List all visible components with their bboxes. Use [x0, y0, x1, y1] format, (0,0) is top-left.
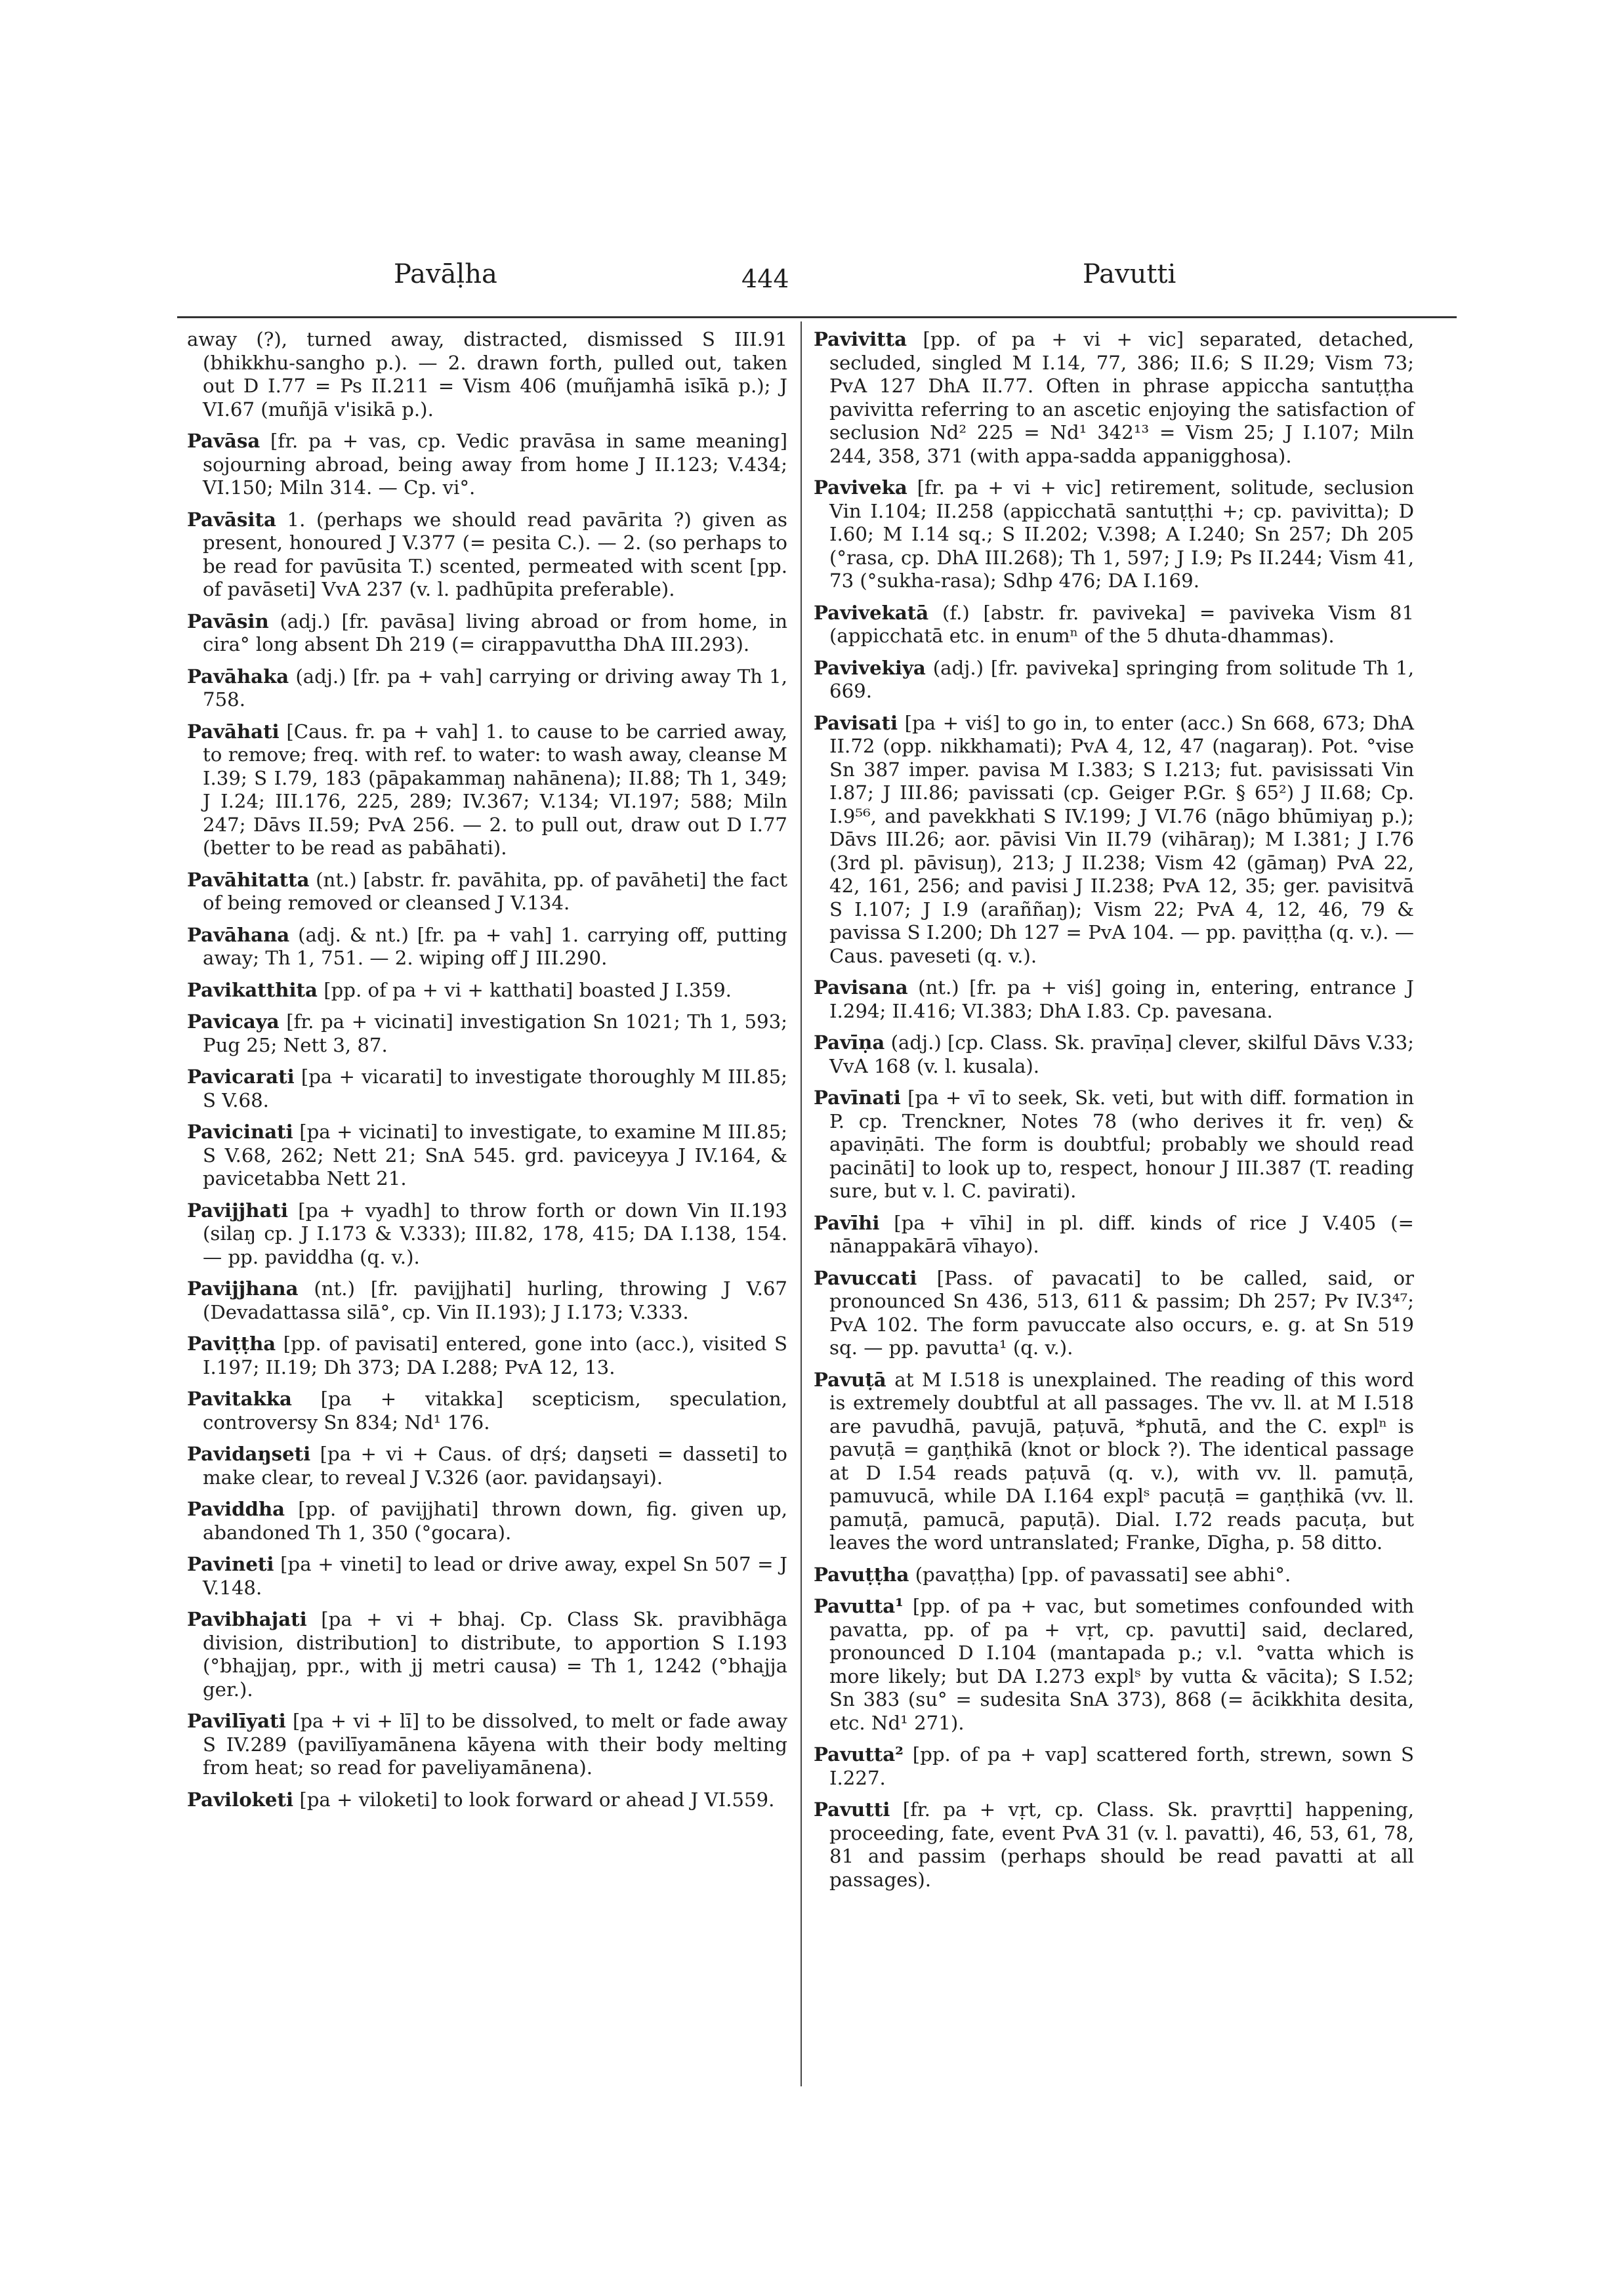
- dictionary-entry: [187, 979, 787, 1003]
- left-guide-word: Pavāḷha: [394, 259, 497, 289]
- entry-definition: [Caus. fr. pa + vah] 1. to cause to be carried away, to remove; freq. with ref. to water: to wash away, cleanse M I.39; S I.79, 183 (pāpakammaŋ nahānena); II.88; Th 1, 349; J I.24; III.176, 225, 289; IV.367; V.134; VI.197; 588; Miln 247; Dāvs II.59; PvA 256. — 2. to pull out, draw out D I.77 (better to be read as pabāhati).: [203, 720, 788, 859]
- entry-definition: [pp. of pa + vac, but sometimes confounded with pavatta, pp. of pa + vṛt, cp. pavutti] said, declared, pronounced D I.104 (mantapada p.; v.l. °vatta which is more likely; but DA I.273 explˢ by vutta & vācita); S I.52; Sn 383 (su° = sudesita SnA 373), 868 (= ācikkhita desita, etc. Nd¹ 271).: [829, 1595, 1415, 1734]
- entry-definition: [pp. of pavijjhati] thrown down, fig. given up, abandoned Th 1, 350 (°gocara).: [203, 1498, 787, 1544]
- entry-headword: Pavilīyati: [187, 1710, 286, 1732]
- entry-definition: [pp. of pa + vi + katthati] boasted J I.359.: [323, 978, 732, 1001]
- dictionary-entry: [814, 1798, 1414, 1892]
- right-column: [814, 328, 1414, 1900]
- entry-headword: Pavāhati: [187, 720, 280, 743]
- dictionary-entry: [187, 1498, 787, 1544]
- entry-headword: Paviveka: [814, 476, 907, 499]
- dictionary-entry: [187, 869, 787, 915]
- entry-headword: Pavivekiya: [814, 656, 926, 679]
- entry-definition: at M I.518 is unexplained. The reading of this word is extremely doubtful at all passages. The vv. ll. at M I.518 are pavudhā, pavujā, paṭuvā, *phutā, and the C. explⁿ is pavuṭā = gaṇṭhikā (knot or block ?). The identical passage at D I.54 reads paṭuvā (q. v.), with vv. ll. pamuṭā, pamuvucā, while DA I.164 explˢ pacuṭā = gaṇṭhikā (vv. ll. pamuṭā, pamucā, papuṭā). Dial. I.72 reads pacuṭa, but leaves the word untranslated; Franke, Dīgha, p. 58 ditto.: [829, 1368, 1415, 1554]
- dictionary-entry: [187, 328, 787, 421]
- entry-definition: [pa + vi + bhaj. Cp. Class Sk. pravibhāga division, distribution] to distribute, to apportion S I.193 (°bhajjaŋ, ppr., with jj metri causa) = Th 1, 1242 (°bhajja ger.).: [203, 1608, 787, 1701]
- entry-definition: [fr. pa + vas, cp. Vedic pravāsa in same meaning] sojourning abroad, being away from home J II.123; V.434; VI.150; Miln 314. — Cp. vi°.: [203, 430, 787, 499]
- dictionary-entry: [814, 328, 1414, 468]
- entry-headword: Pavuṭā: [814, 1368, 886, 1391]
- entry-definition: 1. (perhaps we should read pavārita ?) given as present, honoured J V.377 (= pesita C.). — 2. (so perhaps to be read for pavūsita T.) scented, permeated with scent [pp. of pavāseti] VvA 237 (v. l. padhūpita preferable).: [203, 508, 787, 600]
- dictionary-entry: [187, 1065, 787, 1112]
- dictionary-entry: [187, 924, 787, 970]
- entry-headword: Pavicarati: [187, 1065, 295, 1088]
- entry-definition: [pa + vicarati] to investigate thoroughly M III.85; S V.68.: [203, 1065, 787, 1111]
- entry-definition: [pa + viś] to go in, to enter (acc.) Sn 668, 673; DhA II.72 (opp. nikkhamati); PvA 4, 12, 47 (nagaraŋ). Pot. °vise Sn 387 imper. pavisa M I.383; S I.213; fut. pavisissati Vin I.87; J III.86; pavissati (cp. Geiger P.Gr. § 65²) J II.68; Cp. I.9⁵⁶, and pavekkhati S IV.199; J VI.76 (nāgo bhūmiyaŋ p.); Dāvs III.26; aor. pāvisi Vin II.79 (vihāraŋ); M I.381; J I.76 (3rd pl. pāvisuŋ), 213; J II.238; Vism 42 (gāmaŋ) PvA 22, 42, 161, 256; and pavisi J II.238; PvA 12, 35; ger. pavisitvā S I.107; J I.9 (araññaŋ); Vism 22; PvA 4, 12, 46, 79 & pavissa S I.200; Dh 127 = PvA 104. — pp. paviṭṭha (q. v.). — Caus. paveseti (q. v.).: [829, 711, 1415, 967]
- entry-headword: Paviloketi: [187, 1788, 294, 1811]
- entry-headword: Pavīṇa: [814, 1031, 885, 1054]
- entry-definition: [pp. of pa + vap] scattered forth, strewn, sown S I.227.: [829, 1743, 1415, 1789]
- entry-headword: Pavāsita: [187, 508, 276, 531]
- entry-headword: Pavīhi: [814, 1211, 880, 1234]
- dictionary-entry: [187, 1788, 787, 1812]
- entry-headword: Pavīnati: [814, 1086, 901, 1109]
- entry-headword: Pavivitta: [814, 328, 907, 350]
- dictionary-entry: [187, 1277, 787, 1324]
- dictionary-entry: [187, 1121, 787, 1191]
- entry-headword: Pavutti: [814, 1798, 890, 1821]
- entry-headword: Pavutta²: [814, 1743, 904, 1766]
- dictionary-entry: [187, 1199, 787, 1270]
- entry-headword: Pavuccati: [814, 1266, 917, 1289]
- entry-definition: (adj.) [fr. pavāsa] living abroad or from home, in cira° long absent Dh 219 (= cirappavuttha DhA III.293).: [203, 610, 788, 655]
- dictionary-entry: [814, 712, 1414, 968]
- dictionary-entry: [187, 720, 787, 860]
- dictionary-entry: [814, 602, 1414, 648]
- dictionary-entry: [814, 476, 1414, 593]
- entry-headword: Pavijjhati: [187, 1199, 288, 1222]
- dictionary-entry: [187, 1553, 787, 1600]
- dictionary-entry: [187, 1388, 787, 1434]
- entry-headword: Pavicaya: [187, 1010, 280, 1033]
- entry-definition: (adj.) [fr. paviveka] springing from solitude Th 1, 669.: [829, 656, 1414, 702]
- entry-definition: [pa + vitakka] scepticism, speculation, controversy Sn 834; Nd¹ 176.: [203, 1388, 787, 1434]
- entry-headword: Pavuṭṭha: [814, 1563, 909, 1586]
- entry-definition: [pa + vi + lī] to be dissolved, to melt or fade away S IV.289 (pavilīyamānena kāyena with their body melting from heat; so read for paveliyamānena).: [203, 1710, 787, 1779]
- dictionary-entry: [187, 610, 787, 657]
- entry-headword: Pavāhana: [187, 923, 290, 946]
- dictionary-entry: [814, 1267, 1414, 1360]
- entry-definition: [pa + vī to seek, Sk. veti, but with diff. formation in P. cp. Trenckner, Notes 78 (who derives it fr. veṇ) & apaviṇāti. The form is doubtful; probably we should read pacināti] to look up to, respect, honour J III.387 (T. reading sure, but v. l. C. pavirati).: [829, 1086, 1414, 1202]
- entry-definition: [pp. of pa + vi + vic] separated, detached, secluded, singled M I.14, 77, 386; II.6; S II.29; Vism 73; PvA 127 DhA II.77. Often in phrase appiccha santuṭṭha pavivitta referring to an ascetic enjoying the satisfaction of seclusion Nd² 225 = Nd¹ 342¹³ = Vism 25; J I.107; Miln 244, 358, 371 (with appa-sadda appanigghosa).: [829, 328, 1414, 467]
- entry-headword: Pavivekatā: [814, 601, 929, 624]
- entry-definition: [Pass. of pavacati] to be called, said, or pronounced Sn 436, 513, 611 & passim; Dh 257; Pv IV.3⁴⁷; PvA 102. The form pavuccate also occurs, e. g. at Sn 519 sq. — pp. pavutta¹ (q. v.).: [829, 1266, 1414, 1359]
- entry-headword: Pavāhitatta: [187, 868, 310, 891]
- entry-definition: (adj.) [fr. pa + vah] carrying or driving away Th 1, 758.: [203, 665, 787, 711]
- column-divider: [801, 321, 802, 2086]
- left-column: [187, 328, 787, 1820]
- dictionary-entry: [187, 430, 787, 500]
- entry-definition: away (?), turned away, distracted, dismissed S III.91 (bhikkhu-sangho p.). — 2. drawn forth, pulled out, taken out D I.77 = Ps II.211 = Vism 406 (muñjamhā isīkā p.); J VI.67 (muñjā v'isikā p.).: [187, 328, 787, 421]
- entry-headword: Pavikatthita: [187, 978, 318, 1001]
- dictionary-entry: [187, 665, 787, 712]
- entry-headword: Pavicinati: [187, 1121, 293, 1143]
- entry-definition: [pa + vineti] to lead or drive away, expel Sn 507 = J V.148.: [203, 1553, 787, 1599]
- dictionary-entry: [187, 508, 787, 602]
- dictionary-entry: [187, 1443, 787, 1489]
- dictionary-entry: [814, 1369, 1414, 1555]
- entry-definition: [pa + vi + Caus. of dṛś; daŋseti = dasseti] to make clear, to reveal J V.326 (aor. pavidaŋsayi).: [203, 1443, 787, 1489]
- dictionary-entry: [187, 1010, 787, 1057]
- entry-headword: Pavāsa: [187, 430, 260, 452]
- dictionary-entry: [814, 657, 1414, 703]
- entry-headword: Pavāhaka: [187, 665, 289, 688]
- entry-definition: (nt.) [abstr. fr. pavāhita, pp. of pavāheti] the fact of being removed or cleansed J V.134.: [203, 868, 787, 914]
- entry-definition: [pa + vicinati] to investigate, to examine M III.85; S V.68, 262; Nett 21; SnA 545. grd. paviceyya J IV.164, & pavicetabba Nett 21.: [203, 1121, 787, 1189]
- entry-headword: Pavidaŋseti: [187, 1443, 311, 1465]
- dictionary-entry: [814, 1212, 1414, 1258]
- right-guide-word: Pavutti: [1083, 259, 1176, 289]
- dictionary-entry: [814, 1031, 1414, 1078]
- dictionary-entry: [814, 1086, 1414, 1203]
- dictionary-entry: [814, 1595, 1414, 1735]
- entry-headword: Pavijjhana: [187, 1277, 299, 1300]
- dictionary-entry: [187, 1608, 787, 1701]
- entry-definition: [pa + viloketi] to look forward or ahead J VI.559.: [299, 1788, 775, 1811]
- dictionary-entry: [814, 976, 1414, 1023]
- entry-definition: [fr. pa + vi + vic] retirement, solitude, seclusion Vin I.104; II.258 (appicchatā santuṭṭhi +; cp. pavivitta); D I.60; M I.14 sq.; S II.202; V.398; A I.240; Sn 257; Dh 205 (°rasa, cp. DhA III.268); Th 1, 597; J I.9; Ps II.244; Vism 41, 73 (°sukha-rasa); Sdhp 476; DA I.169.: [829, 476, 1415, 592]
- entry-definition: (nt.) [fr. pa + viś] going in, entering, entrance J I.294; II.416; VI.383; DhA I.83. Cp. pavesana.: [829, 976, 1414, 1022]
- entry-headword: Pavisati: [814, 711, 898, 734]
- dictionary-entry: [814, 1743, 1414, 1790]
- entry-definition: (nt.) [fr. pavijjhati] hurling, throwing J V.67 (Devadattassa silā°, cp. Vin II.193); J I.173; V.333.: [203, 1277, 787, 1323]
- entry-definition: [fr. pa + vṛt, cp. Class. Sk. pravṛtti] happening, proceeding, fate, event PvA 31 (v. l. pavatti), 46, 53, 61, 78, 81 and passim (perhaps should be read pavatti at all passages).: [829, 1798, 1415, 1891]
- dictionary-entry: [187, 1333, 787, 1379]
- entry-headword: Paviṭṭha: [187, 1333, 276, 1355]
- entry-headword: Pavāsin: [187, 610, 269, 632]
- entry-definition: [fr. pa + vicinati] investigation Sn 1021; Th 1, 593; Pug 25; Nett 3, 87.: [203, 1010, 788, 1056]
- entry-headword: Paviddha: [187, 1498, 285, 1520]
- entry-definition: (adj.) [cp. Class. Sk. pravīṇa] clever, skilful Dāvs V.33; VvA 168 (v. l. kusala).: [829, 1031, 1414, 1077]
- entry-headword: Pavisana: [814, 976, 908, 999]
- entry-definition: [pp. of pavisati] entered, gone into (acc.), visited S I.197; II.19; Dh 373; DA I.288; PvA 12, 13.: [203, 1333, 787, 1378]
- dictionary-entry: [187, 1710, 787, 1780]
- header-rule: [177, 316, 1457, 318]
- entry-headword: Pavineti: [187, 1553, 274, 1575]
- dictionary-entry: [814, 1563, 1414, 1587]
- page-header: [177, 259, 1457, 305]
- entry-definition: [pa + vīhi] in pl. diff. kinds of rice J V.405 (= nānappakārā vīhayo).: [829, 1211, 1414, 1257]
- entry-definition: (adj. & nt.) [fr. pa + vah] 1. carrying off, putting away; Th 1, 751. — 2. wiping off J III.290.: [203, 923, 787, 969]
- page-number: 444: [741, 264, 789, 293]
- entry-headword: Pavibhajati: [187, 1608, 307, 1630]
- entry-headword: Pavutta¹: [814, 1595, 904, 1617]
- entry-definition: [pa + vyadh] to throw forth or down Vin II.193 (silaŋ cp. J I.173 & V.333); III.82, 178, 415; DA I.138, 154. — pp. paviddha (q. v.).: [203, 1199, 788, 1268]
- entry-definition: (f.) [abstr. fr. paviveka] = paviveka Vism 81 (appicchatā etc. in enumⁿ of the 5 dhuta-dhammas).: [829, 601, 1415, 647]
- entry-headword: Pavitakka: [187, 1388, 292, 1410]
- entry-definition: (pavaṭṭha) [pp. of pavassati] see abhi°.: [915, 1563, 1291, 1586]
